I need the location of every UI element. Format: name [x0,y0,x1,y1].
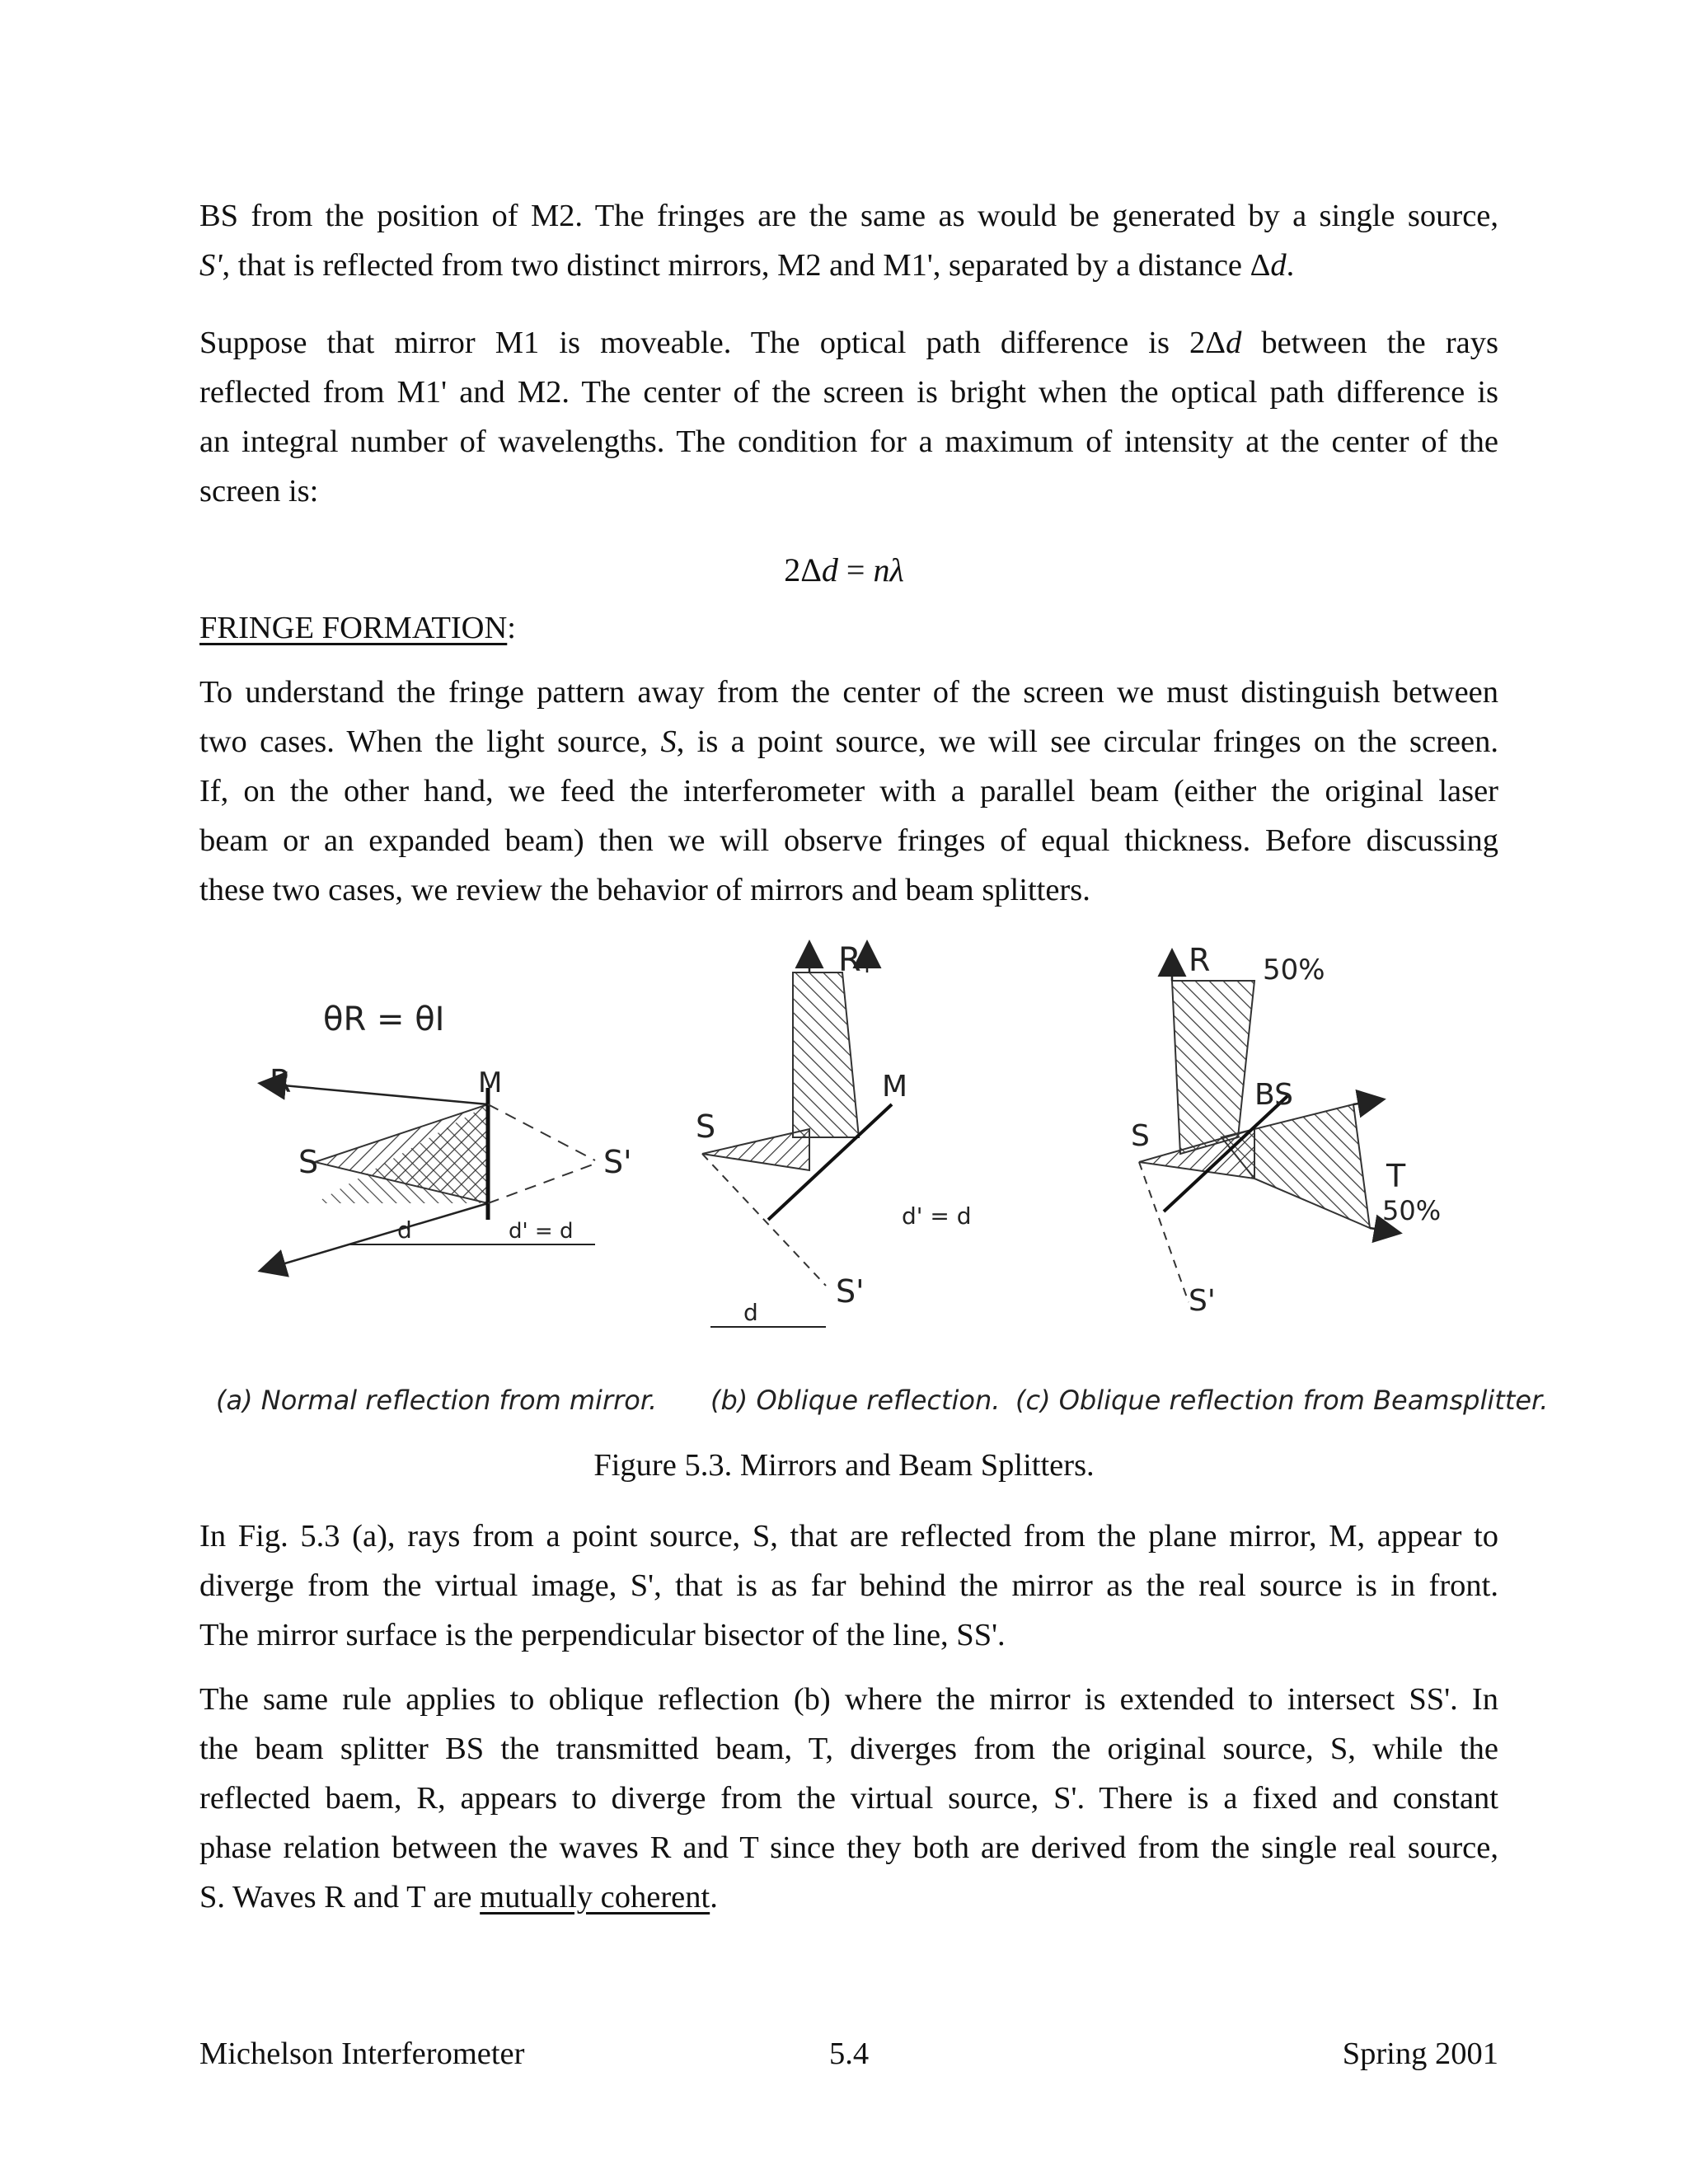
paragraph-2-line-2: reflected from M1' and M2. The center of the screen is bright when the optical path difference is [199,375,1498,410]
panel-c-ray-t-lower [1370,1228,1395,1232]
text-fragment: Suppose that mirror M1 is moveable. The optical path difference is 2Δ [199,326,1226,360]
panel-b-label-d: d [743,1299,758,1326]
panel-a-virtual-ray-1 [488,1104,595,1160]
paragraph-2 [199,318,1498,516]
panel-c-ray-t-upper [1353,1100,1378,1104]
panel-b-label-s-prime: S' [836,1273,865,1310]
panel-c-label-r-pct: 50% [1263,954,1325,987]
symbol-s: S [660,724,677,759]
paragraph-5-line-4: phase relation between the waves R and T since they both are derived from the single real source, [199,1830,1498,1865]
text-fragment: . [710,1880,718,1915]
footer-title: Michelson Interferometer [199,2036,525,2071]
paragraph-5-line-5 [199,1872,1498,1922]
paragraph-3-line-5: these two cases, we review the behavior of mirrors and beam splitters. [199,873,1090,907]
panel-c-transmitted-beam [1221,1104,1370,1228]
paragraph-3-line-1: To understand the fringe pattern away from the center of the screen we must distinguish between [199,675,1498,710]
panel-c-label-s-prime: S' [1189,1284,1216,1318]
panel-b-line-ss-prime [702,1154,826,1286]
panel-c-line-ss-prime [1139,1162,1189,1302]
text-fragment: two cases. When the light source, [199,724,661,759]
panel-b-caption: (b) Oblique reflection. [710,1385,1001,1416]
panel-a-label-r: R [270,1063,292,1099]
symbol-d: d [1270,248,1287,283]
equation-part: = [837,551,874,588]
panel-a-label-s: S [298,1144,319,1180]
paragraph-5-line-3: reflected baem, R, appears to diverge from the virtual source, S'. There is a fixed and constant [199,1781,1498,1816]
text-fragment: , is a point source, we will see circular fringes on the screen. [676,724,1498,759]
paragraph-3-line-3: If, on the other hand, we feed the interferometer with a parallel beam (either the original laser [199,774,1498,808]
panel-b-reflected-beam [793,972,859,1137]
equation-part: 2Δ [784,551,822,588]
panel-a-label-m: M [478,1066,503,1099]
panel-c [1015,942,1548,1416]
paragraph-1-line-1: BS from the position of M2. The fringes are the same as would be generated by a single source, [199,199,1498,233]
paragraph-3 [199,668,1498,915]
symbol-d: d [1226,326,1242,360]
footer-term: Spring 2001 [1342,2036,1498,2071]
panel-c-caption: (c) Oblique reflection from Beamsplitter. [1015,1385,1549,1416]
paragraph-3-line-2 [199,717,1498,766]
paragraph-4 [199,1511,1498,1660]
paragraph-1-line-2 [199,241,1498,290]
panel-b-label-r: R [838,941,861,979]
paragraph-1 [199,191,1498,290]
panel-b-label-m: M [882,1070,908,1104]
figure-caption: Figure 5.3. Mirrors and Beam Splitters. [593,1448,1095,1483]
figure-mirrors-beam-splitters [216,940,1549,1434]
equation-part: nλ [873,551,904,588]
text-fragment: between the rays [1241,326,1498,360]
paragraph-3-line-4: beam or an expanded beam) then we will observe fringes of equal thickness. Before discussing [199,823,1498,858]
paragraph-2-line-1 [199,318,1498,368]
equation [0,546,1688,595]
text-fragment: S. Waves R and T are [199,1880,481,1915]
paragraph-5-line-1: The same rule applies to oblique reflection (b) where the mirror is extended to intersect SS'. In [199,1682,1498,1717]
panel-b-label-d-eq: d' = d [902,1202,972,1230]
panel-c-label-r: R [1189,942,1211,978]
paragraph-5 [199,1675,1498,1922]
panel-a-caption: (a) Normal reflection from mirror. [216,1385,658,1416]
paragraph-4-line-3: The mirror surface is the perpendicular bisector of the line, SS'. [199,1618,1006,1652]
paragraph-4-line-2: diverge from the virtual image, S', that is as far behind the mirror as the real source is in front. [199,1568,1498,1603]
panel-a-label-s-prime: S' [603,1144,632,1180]
panel-a-virtual-ray-2 [488,1164,595,1203]
panel-a-ray-lower [265,1203,488,1269]
panel-c-label-t: T [1386,1158,1406,1194]
footer-page-number: 5.4 [828,2036,870,2071]
equation-part: d [821,551,838,588]
panel-a-angle-label: θR = θI [323,1001,445,1038]
panel-b-label-s: S [696,1108,716,1145]
paragraph-4-line-1: In Fig. 5.3 (a), rays from a point source, S, that are reflected from the plane mirror, M, appear to [199,1519,1498,1554]
heading-colon: : [507,611,516,645]
section-heading [199,603,516,653]
term-mutually-coherent: mutually coherent [480,1880,710,1915]
panel-c-reflected-beam [1172,981,1254,1154]
text-fragment: , that is reflected from two distinct mirrors, M2 and M1', separated by a distance Δ [222,248,1271,283]
panel-c-label-t-pct: 50% [1382,1195,1442,1226]
panel-a-label-d-prime: d' = d [509,1219,574,1244]
symbol-s-prime: S' [199,248,223,283]
panel-a [216,1001,657,1416]
paragraph-5-line-2: the beam splitter BS the transmitted beam, T, diverges from the original source, S, while the [199,1732,1498,1766]
paragraph-2-line-3: an integral number of wavelengths. The condition for a maximum of intensity at the center of the [199,424,1498,459]
panel-c-label-bs: BS [1254,1078,1293,1112]
panel-a-label-d: d [397,1216,412,1244]
panel-b [696,941,1000,1416]
panel-a-ray-r [265,1084,488,1104]
panel-c-label-s: S [1131,1119,1150,1153]
page-footer [199,2029,1498,2079]
paragraph-2-line-4: screen is: [199,474,319,509]
heading-text: FRINGE FORMATION [199,611,508,645]
text-fragment: . [1286,248,1295,283]
